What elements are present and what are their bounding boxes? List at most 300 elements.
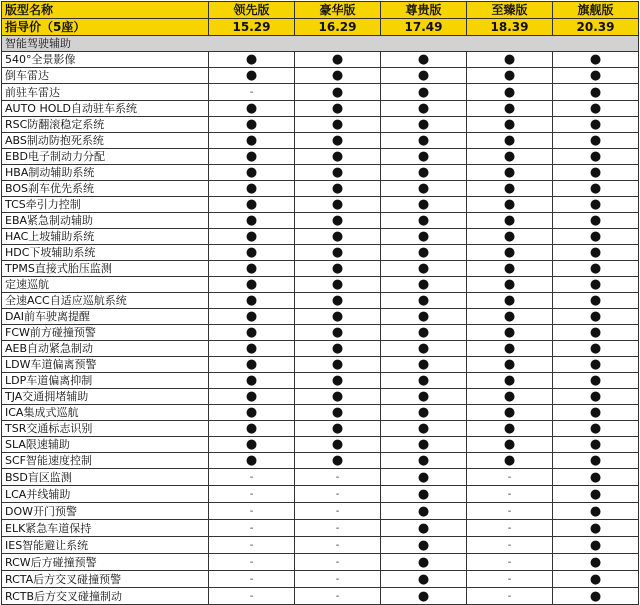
- header-row-model: [2, 2, 639, 19]
- feature-row: [2, 437, 639, 453]
- standard-dot-icon: ●: [589, 68, 602, 83]
- standard-dot-icon: ●: [589, 229, 602, 244]
- trim-name: 豪华版: [295, 2, 381, 19]
- standard-dot-icon: ●: [417, 84, 430, 100]
- feature-value-cell: [467, 101, 553, 117]
- not-available-dash: -: [507, 574, 512, 585]
- feature-row: [2, 469, 639, 486]
- standard-dot-icon: ●: [331, 277, 344, 292]
- feature-row: [2, 503, 639, 520]
- standard-dot-icon: ●: [503, 197, 516, 212]
- standard-dot-icon: ●: [417, 437, 430, 452]
- standard-dot-icon: ●: [417, 469, 430, 485]
- feature-value-cell: [467, 357, 553, 373]
- feature-name: ELK紧急车道保持: [2, 520, 209, 537]
- feature-value-cell: [381, 277, 467, 293]
- standard-dot-icon: ●: [589, 357, 602, 372]
- trim-price: 18.39: [467, 19, 553, 36]
- feature-row: [2, 405, 639, 421]
- feature-value-cell: [553, 469, 639, 486]
- feature-value-cell: [381, 405, 467, 421]
- standard-dot-icon: ●: [245, 293, 258, 308]
- feature-value-cell: [553, 149, 639, 165]
- feature-value-cell: [553, 486, 639, 503]
- standard-dot-icon: ●: [589, 405, 602, 420]
- feature-value-cell: [381, 341, 467, 357]
- feature-value-cell: [553, 389, 639, 405]
- feature-value-cell: [553, 373, 639, 389]
- standard-dot-icon: ●: [503, 437, 516, 452]
- feature-value-cell: [553, 520, 639, 537]
- standard-dot-icon: ●: [331, 405, 344, 420]
- standard-dot-icon: ●: [417, 588, 430, 604]
- feature-value-cell: [553, 421, 639, 437]
- feature-value-cell: [209, 133, 295, 149]
- feature-value-cell: [553, 537, 639, 554]
- section-title: 智能驾驶辅助: [2, 36, 639, 52]
- feature-value-cell: [381, 325, 467, 341]
- standard-dot-icon: ●: [245, 437, 258, 452]
- feature-value-cell: [553, 52, 639, 68]
- standard-dot-icon: ●: [417, 149, 430, 164]
- feature-value-cell: [467, 341, 553, 357]
- feature-value-cell: [381, 357, 467, 373]
- feature-value-cell: [295, 486, 381, 503]
- feature-name: ICA集成式巡航: [2, 405, 209, 421]
- feature-value-cell: [295, 181, 381, 197]
- feature-value-cell: [553, 68, 639, 84]
- trim-name: 旗舰版: [553, 2, 639, 19]
- standard-dot-icon: ●: [589, 571, 602, 587]
- standard-dot-icon: ●: [417, 357, 430, 372]
- feature-value-cell: [467, 520, 553, 537]
- feature-value-cell: [553, 229, 639, 245]
- standard-dot-icon: ●: [331, 197, 344, 212]
- feature-value-cell: [381, 373, 467, 389]
- standard-dot-icon: ●: [589, 261, 602, 276]
- feature-value-cell: [553, 405, 639, 421]
- feature-name: HBA制动辅助系统: [2, 165, 209, 181]
- standard-dot-icon: ●: [417, 261, 430, 276]
- feature-value-cell: [467, 389, 553, 405]
- feature-value-cell: [553, 245, 639, 261]
- standard-dot-icon: ●: [331, 133, 344, 148]
- feature-name: BOS刹车优先系统: [2, 181, 209, 197]
- standard-dot-icon: ●: [417, 503, 430, 519]
- feature-name: FCW前方碰撞预警: [2, 325, 209, 341]
- feature-value-cell: [467, 229, 553, 245]
- feature-row: [2, 181, 639, 197]
- feature-value-cell: [553, 213, 639, 229]
- standard-dot-icon: ●: [331, 52, 344, 67]
- standard-dot-icon: ●: [245, 341, 258, 356]
- feature-value-cell: [209, 197, 295, 213]
- standard-dot-icon: ●: [245, 117, 258, 132]
- feature-value-cell: [467, 293, 553, 309]
- standard-dot-icon: ●: [589, 389, 602, 404]
- feature-name: RCTB后方交叉碰撞制动: [2, 588, 209, 605]
- feature-row: [2, 421, 639, 437]
- feature-value-cell: [553, 503, 639, 520]
- feature-name: HDC下坡辅助系统: [2, 245, 209, 261]
- feature-row: [2, 325, 639, 341]
- not-available-dash: -: [335, 574, 340, 585]
- feature-value-cell: [553, 571, 639, 588]
- standard-dot-icon: ●: [331, 341, 344, 356]
- feature-row: [2, 357, 639, 373]
- feature-value-cell: [295, 52, 381, 68]
- standard-dot-icon: ●: [503, 68, 516, 83]
- feature-name: LCA并线辅助: [2, 486, 209, 503]
- standard-dot-icon: ●: [503, 389, 516, 404]
- standard-dot-icon: ●: [503, 245, 516, 260]
- feature-value-cell: [209, 325, 295, 341]
- feature-value-cell: [467, 421, 553, 437]
- feature-value-cell: [295, 571, 381, 588]
- feature-name: EBA紧急制动辅助: [2, 213, 209, 229]
- standard-dot-icon: ●: [589, 437, 602, 452]
- feature-value-cell: [295, 277, 381, 293]
- spec-table: [1, 1, 639, 605]
- feature-value-cell: [381, 453, 467, 469]
- feature-value-cell: [467, 117, 553, 133]
- standard-dot-icon: ●: [503, 357, 516, 372]
- standard-dot-icon: ●: [331, 437, 344, 452]
- feature-value-cell: [295, 101, 381, 117]
- feature-value-cell: [209, 68, 295, 84]
- standard-dot-icon: ●: [503, 261, 516, 276]
- spec-table-body: [2, 2, 639, 605]
- standard-dot-icon: ●: [417, 165, 430, 180]
- feature-value-cell: [553, 437, 639, 453]
- feature-value-cell: [553, 197, 639, 213]
- feature-name: EBD电子制动力分配: [2, 149, 209, 165]
- standard-dot-icon: ●: [589, 421, 602, 436]
- feature-value-cell: [381, 133, 467, 149]
- feature-row: [2, 486, 639, 503]
- feature-value-cell: [209, 453, 295, 469]
- not-available-dash: -: [335, 472, 340, 483]
- not-available-dash: -: [249, 506, 254, 517]
- standard-dot-icon: ●: [503, 229, 516, 244]
- standard-dot-icon: ●: [417, 197, 430, 212]
- standard-dot-icon: ●: [417, 571, 430, 587]
- feature-name: BSD盲区监测: [2, 469, 209, 486]
- standard-dot-icon: ●: [589, 245, 602, 260]
- standard-dot-icon: ●: [331, 101, 344, 116]
- model-label: 版型名称: [2, 2, 209, 19]
- feature-value-cell: [381, 149, 467, 165]
- feature-value-cell: [381, 486, 467, 503]
- feature-value-cell: [467, 133, 553, 149]
- feature-row: [2, 571, 639, 588]
- feature-value-cell: [295, 325, 381, 341]
- standard-dot-icon: ●: [589, 520, 602, 536]
- feature-row: [2, 229, 639, 245]
- trim-price: 16.29: [295, 19, 381, 36]
- feature-row: [2, 68, 639, 84]
- feature-value-cell: [467, 437, 553, 453]
- feature-name: HAC上坡辅助系统: [2, 229, 209, 245]
- feature-value-cell: [295, 165, 381, 181]
- standard-dot-icon: ●: [245, 389, 258, 404]
- standard-dot-icon: ●: [503, 373, 516, 388]
- feature-value-cell: [553, 325, 639, 341]
- standard-dot-icon: ●: [245, 309, 258, 324]
- standard-dot-icon: ●: [589, 181, 602, 196]
- standard-dot-icon: ●: [245, 181, 258, 196]
- feature-value-cell: [295, 341, 381, 357]
- feature-value-cell: [553, 453, 639, 469]
- standard-dot-icon: ●: [331, 261, 344, 276]
- standard-dot-icon: ●: [503, 325, 516, 340]
- standard-dot-icon: ●: [245, 325, 258, 340]
- standard-dot-icon: ●: [245, 101, 258, 116]
- standard-dot-icon: ●: [245, 373, 258, 388]
- standard-dot-icon: ●: [503, 341, 516, 356]
- standard-dot-icon: ●: [589, 101, 602, 116]
- not-available-dash: -: [507, 506, 512, 517]
- feature-value-cell: [381, 520, 467, 537]
- feature-row: [2, 554, 639, 571]
- standard-dot-icon: ●: [503, 181, 516, 196]
- feature-row: [2, 277, 639, 293]
- feature-row: [2, 373, 639, 389]
- feature-value-cell: [381, 554, 467, 571]
- feature-value-cell: [467, 165, 553, 181]
- feature-value-cell: [553, 261, 639, 277]
- not-available-dash: -: [507, 591, 512, 602]
- feature-row: [2, 389, 639, 405]
- feature-value-cell: [553, 293, 639, 309]
- standard-dot-icon: ●: [589, 309, 602, 324]
- feature-value-cell: [553, 554, 639, 571]
- not-available-dash: -: [335, 523, 340, 534]
- not-available-dash: -: [507, 557, 512, 568]
- standard-dot-icon: ●: [417, 520, 430, 536]
- feature-row: [2, 197, 639, 213]
- standard-dot-icon: ●: [331, 325, 344, 340]
- standard-dot-icon: ●: [417, 133, 430, 148]
- trim-price: 17.49: [381, 19, 467, 36]
- standard-dot-icon: ●: [245, 357, 258, 372]
- feature-value-cell: [467, 149, 553, 165]
- standard-dot-icon: ●: [331, 309, 344, 324]
- feature-value-cell: [381, 571, 467, 588]
- standard-dot-icon: ●: [245, 229, 258, 244]
- not-available-dash: -: [335, 506, 340, 517]
- standard-dot-icon: ●: [503, 293, 516, 308]
- feature-value-cell: [295, 389, 381, 405]
- feature-value-cell: [209, 437, 295, 453]
- section-row: [2, 36, 639, 52]
- feature-name: AUTO HOLD自动驻车系统: [2, 101, 209, 117]
- feature-name: AEB自动紧急制动: [2, 341, 209, 357]
- feature-value-cell: [553, 165, 639, 181]
- feature-value-cell: [209, 277, 295, 293]
- feature-name: LDP车道偏离抑制: [2, 373, 209, 389]
- standard-dot-icon: ●: [331, 213, 344, 228]
- feature-name: 540°全景影像: [2, 52, 209, 68]
- standard-dot-icon: ●: [503, 165, 516, 180]
- not-available-dash: -: [249, 523, 254, 534]
- feature-value-cell: [209, 357, 295, 373]
- standard-dot-icon: ●: [331, 453, 344, 468]
- feature-value-cell: [209, 486, 295, 503]
- feature-value-cell: [467, 486, 553, 503]
- standard-dot-icon: ●: [417, 325, 430, 340]
- feature-name: 全速ACC自适应巡航系统: [2, 293, 209, 309]
- feature-value-cell: [467, 325, 553, 341]
- standard-dot-icon: ●: [245, 245, 258, 260]
- feature-value-cell: [381, 117, 467, 133]
- standard-dot-icon: ●: [417, 213, 430, 228]
- feature-row: [2, 165, 639, 181]
- not-available-dash: -: [507, 523, 512, 534]
- feature-name: IES智能避让系统: [2, 537, 209, 554]
- standard-dot-icon: ●: [589, 469, 602, 485]
- standard-dot-icon: ●: [417, 52, 430, 67]
- not-available-dash: -: [249, 540, 254, 551]
- feature-row: [2, 520, 639, 537]
- standard-dot-icon: ●: [331, 229, 344, 244]
- feature-value-cell: [381, 469, 467, 486]
- standard-dot-icon: ●: [503, 421, 516, 436]
- feature-name: SLA限速辅助: [2, 437, 209, 453]
- feature-value-cell: [209, 571, 295, 588]
- feature-value-cell: [209, 405, 295, 421]
- feature-name: RCTA后方交叉碰撞预警: [2, 571, 209, 588]
- standard-dot-icon: ●: [417, 117, 430, 132]
- feature-value-cell: [295, 68, 381, 84]
- standard-dot-icon: ●: [589, 84, 602, 100]
- feature-value-cell: [295, 437, 381, 453]
- feature-value-cell: [553, 309, 639, 325]
- feature-value-cell: [295, 503, 381, 520]
- feature-value-cell: [381, 437, 467, 453]
- feature-value-cell: [295, 229, 381, 245]
- standard-dot-icon: ●: [417, 309, 430, 324]
- standard-dot-icon: ●: [589, 197, 602, 212]
- standard-dot-icon: ●: [589, 486, 602, 502]
- standard-dot-icon: ●: [417, 373, 430, 388]
- feature-value-cell: [295, 213, 381, 229]
- feature-value-cell: [209, 101, 295, 117]
- feature-row: [2, 261, 639, 277]
- standard-dot-icon: ●: [503, 453, 516, 468]
- feature-value-cell: [209, 373, 295, 389]
- feature-value-cell: [209, 309, 295, 325]
- header-row-price: [2, 19, 639, 36]
- feature-row: [2, 453, 639, 469]
- not-available-dash: -: [335, 591, 340, 602]
- feature-value-cell: [209, 421, 295, 437]
- price-label: 指导价（5座）: [2, 19, 209, 36]
- standard-dot-icon: ●: [589, 149, 602, 164]
- standard-dot-icon: ●: [589, 503, 602, 519]
- feature-value-cell: [295, 197, 381, 213]
- feature-row: [2, 117, 639, 133]
- feature-value-cell: [295, 537, 381, 554]
- standard-dot-icon: ●: [417, 554, 430, 570]
- standard-dot-icon: ●: [417, 537, 430, 553]
- feature-value-cell: [209, 537, 295, 554]
- feature-value-cell: [381, 229, 467, 245]
- feature-value-cell: [381, 197, 467, 213]
- feature-value-cell: [209, 520, 295, 537]
- feature-row: [2, 213, 639, 229]
- feature-value-cell: [381, 68, 467, 84]
- standard-dot-icon: ●: [245, 52, 258, 67]
- feature-value-cell: [209, 229, 295, 245]
- feature-value-cell: [467, 537, 553, 554]
- feature-value-cell: [381, 588, 467, 605]
- standard-dot-icon: ●: [589, 325, 602, 340]
- feature-value-cell: [467, 197, 553, 213]
- feature-value-cell: [467, 469, 553, 486]
- standard-dot-icon: ●: [331, 357, 344, 372]
- feature-row: [2, 133, 639, 149]
- feature-row: [2, 245, 639, 261]
- standard-dot-icon: ●: [331, 293, 344, 308]
- feature-value-cell: [467, 68, 553, 84]
- trim-price: 20.39: [553, 19, 639, 36]
- feature-value-cell: [381, 421, 467, 437]
- standard-dot-icon: ●: [245, 213, 258, 228]
- feature-name: 前驻车雷达: [2, 84, 209, 101]
- feature-value-cell: [295, 453, 381, 469]
- standard-dot-icon: ●: [245, 68, 258, 83]
- feature-value-cell: [295, 117, 381, 133]
- standard-dot-icon: ●: [503, 149, 516, 164]
- feature-value-cell: [209, 84, 295, 101]
- feature-value-cell: [381, 84, 467, 101]
- trim-price: 15.29: [209, 19, 295, 36]
- standard-dot-icon: ●: [245, 149, 258, 164]
- standard-dot-icon: ●: [331, 117, 344, 132]
- feature-value-cell: [209, 165, 295, 181]
- standard-dot-icon: ●: [245, 261, 258, 276]
- standard-dot-icon: ●: [589, 554, 602, 570]
- feature-name: RSC防翻滚稳定系统: [2, 117, 209, 133]
- standard-dot-icon: ●: [245, 421, 258, 436]
- feature-value-cell: [295, 293, 381, 309]
- feature-row: [2, 588, 639, 605]
- feature-value-cell: [295, 357, 381, 373]
- standard-dot-icon: ●: [245, 165, 258, 180]
- feature-value-cell: [209, 181, 295, 197]
- standard-dot-icon: ●: [503, 213, 516, 228]
- not-available-dash: -: [249, 574, 254, 585]
- standard-dot-icon: ●: [589, 341, 602, 356]
- standard-dot-icon: ●: [417, 405, 430, 420]
- feature-name: RCW后方碰撞预警: [2, 554, 209, 571]
- feature-name: 倒车雷达: [2, 68, 209, 84]
- standard-dot-icon: ●: [503, 101, 516, 116]
- feature-value-cell: [209, 149, 295, 165]
- feature-value-cell: [295, 149, 381, 165]
- standard-dot-icon: ●: [245, 197, 258, 212]
- feature-value-cell: [295, 588, 381, 605]
- feature-value-cell: [553, 277, 639, 293]
- feature-name: DAI前车驶离提醒: [2, 309, 209, 325]
- feature-value-cell: [553, 84, 639, 101]
- feature-value-cell: [467, 181, 553, 197]
- feature-value-cell: [553, 117, 639, 133]
- standard-dot-icon: ●: [503, 133, 516, 148]
- feature-value-cell: [553, 101, 639, 117]
- feature-value-cell: [295, 469, 381, 486]
